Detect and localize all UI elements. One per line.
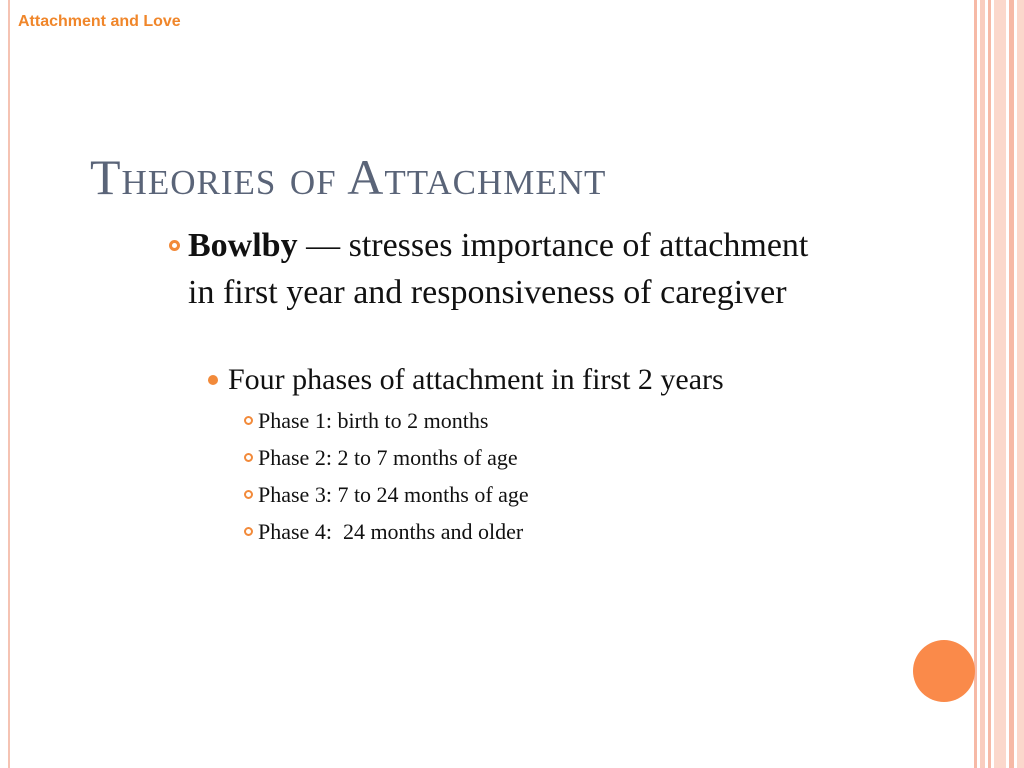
bullet-level1	[160, 222, 940, 316]
phase-text: Phase 4: 24 months and older	[258, 519, 524, 544]
slide-content	[160, 222, 940, 550]
ring-bullet-icon	[160, 222, 188, 269]
small-ring-bullet-icon	[238, 416, 258, 425]
small-ring-bullet-icon	[238, 490, 258, 499]
small-ring-bullet-icon	[238, 453, 258, 462]
phase-item	[238, 439, 940, 476]
slide-title: Theories of Attachment	[90, 149, 607, 205]
phase-item	[238, 476, 940, 513]
right-stripe	[994, 0, 1006, 768]
phase-text: Phase 3: 7 to 24 months of age	[258, 482, 529, 507]
left-border-line	[8, 0, 10, 768]
dot-bullet-icon	[198, 375, 228, 385]
orange-circle	[913, 640, 975, 702]
small-ring-bullet-icon	[238, 527, 258, 536]
phase-item	[238, 513, 940, 550]
bullet-level2	[198, 360, 940, 400]
bullet-text	[188, 222, 828, 316]
bullet-bold-term: Bowlby	[188, 227, 298, 264]
right-stripe	[974, 0, 977, 768]
phase-list	[238, 402, 940, 550]
phase-item	[238, 402, 940, 439]
right-stripe	[988, 0, 991, 768]
sub-bullet-text: Four phases of attachment in first 2 years	[228, 363, 724, 396]
bullet-description: — stresses importance of attachment in first year and responsiveness of caregiver	[188, 227, 809, 311]
right-stripe	[1017, 0, 1024, 768]
slide-header: Attachment and Love	[18, 13, 181, 30]
phase-text: Phase 1: birth to 2 months	[258, 408, 489, 433]
right-stripe	[1009, 0, 1014, 768]
right-stripe	[980, 0, 985, 768]
phase-text: Phase 2: 2 to 7 months of age	[258, 445, 518, 470]
